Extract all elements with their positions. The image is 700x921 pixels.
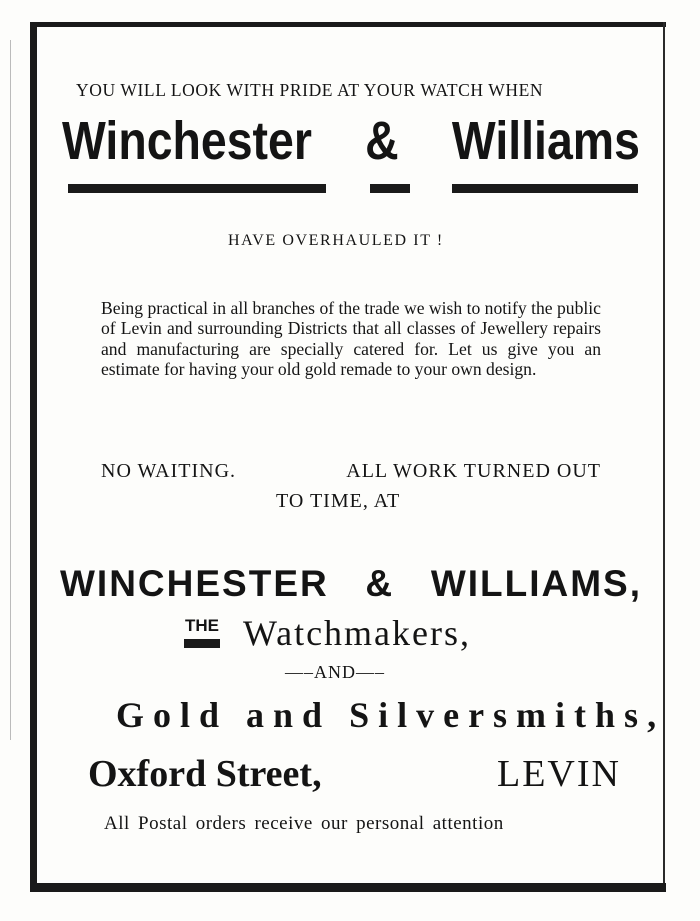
border-right <box>663 22 665 892</box>
street-address: Oxford Street, <box>88 753 322 795</box>
intro-line: YOU WILL LOOK WITH PRIDE AT YOUR WATCH WHEN <box>76 80 544 100</box>
firm-name-winchester: WINCHESTER <box>60 563 329 604</box>
headline-title <box>62 110 640 172</box>
postal-note: All Postal orders receive our personal attention <box>104 813 504 834</box>
no-waiting-line-1 <box>101 460 601 483</box>
firm-name-williams: WILLIAMS, <box>430 563 642 604</box>
all-work-text: ALL WORK TURNED OUT <box>346 460 601 482</box>
headline-winchester: Winchester <box>62 111 312 171</box>
title-underline-left <box>68 184 326 193</box>
page-edge-line <box>10 40 11 740</box>
body-paragraph: Being practical in all branches of the trade we wish to notify the public of Levin and surrounding Districts that all classes of Jewellery repairs and manufacturing are specially catered for. Let us give you an estimate for having your old gold remade to your own design. <box>101 298 601 379</box>
firm-name-ampersand: & <box>365 563 395 604</box>
title-underline-right <box>452 184 638 193</box>
border-bottom <box>30 883 666 892</box>
headline-ampersand: & <box>365 111 399 171</box>
town-name: LEVIN <box>497 753 621 795</box>
headline-williams: Williams <box>451 111 640 171</box>
and-divider: —–AND—– <box>285 662 385 682</box>
the-label: THE <box>185 616 219 635</box>
gold-silversmiths-line: Gold and Silversmiths, <box>116 695 666 735</box>
the-badge <box>184 616 220 648</box>
no-waiting-text: NO WAITING. <box>101 460 237 482</box>
firm-name-caps <box>60 563 642 605</box>
border-left <box>30 22 37 892</box>
watchmakers-line: Watchmakers, <box>243 613 472 653</box>
border-top <box>30 22 666 27</box>
no-waiting-line-2: TO TIME, AT <box>276 490 401 512</box>
title-underline-amp <box>370 184 410 193</box>
the-badge-bar <box>184 639 220 648</box>
overhauled-line: HAVE OVERHAULED IT ! <box>228 232 444 249</box>
